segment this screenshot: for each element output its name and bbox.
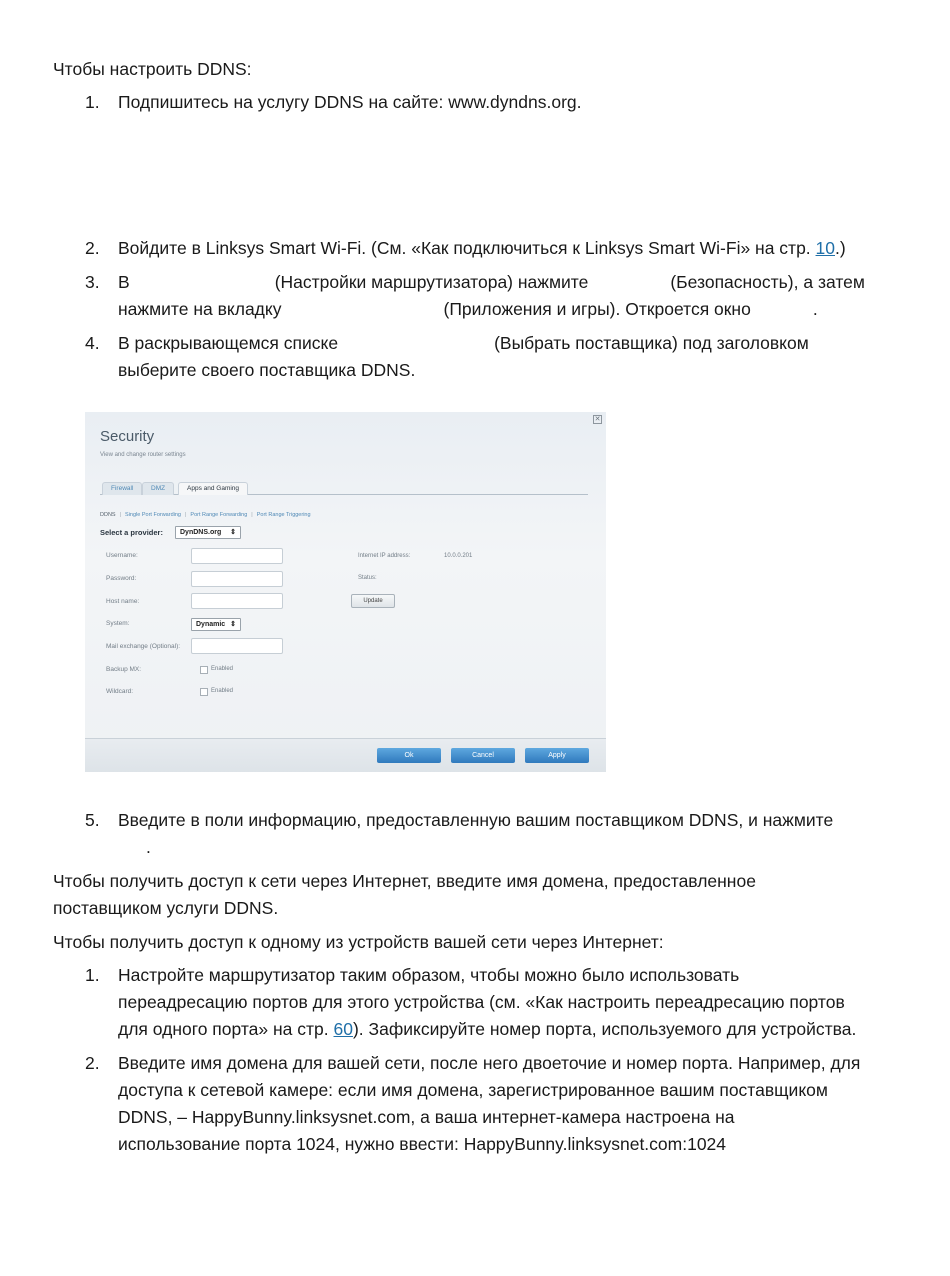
step-3-part: (Настройки маршрутизатора) нажмите [274, 272, 589, 292]
step-4-part: (Выбрать поставщика) под заголовком [494, 333, 809, 353]
device-step-1-part: для одного порта» на стр. [118, 1019, 334, 1039]
step-number: 3. [85, 272, 100, 292]
chevron-updown-icon: ⇕ [230, 621, 236, 628]
step-number: 5. [85, 810, 100, 830]
device-step-1-line-3 [118, 1016, 856, 1043]
internet-ip-label: Internet IP address: [358, 553, 411, 559]
password-field[interactable] [191, 571, 283, 587]
page-link[interactable]: 10 [815, 238, 835, 258]
system-label: System: [106, 620, 130, 627]
step-3-part: . [812, 299, 818, 319]
system-select[interactable] [191, 618, 241, 631]
close-icon[interactable]: ✕ [594, 416, 601, 423]
device-step-1-line-1: Настройте маршрутизатор таким образом, чтобы можно было использовать [118, 965, 740, 985]
provider-select[interactable] [175, 526, 241, 539]
apply-button[interactable]: Apply [525, 748, 589, 763]
device-step-1-part: ). Зафиксируйте номер порта, используемого для устройства. [352, 1019, 857, 1039]
cancel-button[interactable]: Cancel [451, 748, 515, 763]
step-3-line-2 [118, 296, 818, 323]
security-subtitle: View and change router settings [100, 452, 186, 458]
dialog-footer [85, 738, 606, 772]
step-2-text [118, 235, 846, 262]
step-5-line-2: . [146, 837, 151, 857]
step-3-part: нажмите на вкладку [118, 299, 282, 319]
tab-dmz[interactable]: DMZ [142, 482, 174, 495]
step-2-text-part: Войдите в Linksys Smart Wi-Fi. (См. «Как подключиться к Linksys Smart Wi-Fi» на стр. [118, 238, 816, 258]
step-4-line-1 [118, 330, 809, 357]
sublink-ddns[interactable]: DDNS [100, 512, 116, 518]
device-step-2-line-3: DDNS, – HappyBunny.linksysnet.com, а ваша интернет-камера настроена на [118, 1107, 735, 1127]
device-step-2-line-4: использование порта 1024, нужно ввести: HappyBunny.linksysnet.com:1024 [118, 1134, 727, 1154]
wildcard-label: Wildcard: [106, 688, 134, 695]
sublink-single-port-forwarding[interactable]: Single Port Forwarding [125, 512, 181, 518]
access-paragraph-line-2: поставщиком услуги DDNS. [53, 898, 279, 918]
step-1-text: Подпишитесь на услугу DDNS на сайте: www.dyndns.org. [118, 92, 582, 112]
tab-apps-and-gaming[interactable]: Apps and Gaming [178, 482, 248, 495]
provider-value: DynDNS.org [180, 529, 222, 536]
step-4-line-2: выберите своего поставщика DDNS. [118, 360, 416, 380]
update-button[interactable]: Update [351, 594, 395, 608]
wildcard-checkbox[interactable] [200, 688, 208, 696]
step-3-part: В [118, 272, 130, 292]
sublink-port-range-forwarding[interactable]: Port Range Forwarding [190, 512, 248, 518]
step-number: 1. [85, 92, 100, 112]
security-title: Security [100, 428, 155, 445]
provider-label: Select a provider: [100, 528, 163, 537]
step-number: 2. [85, 1053, 100, 1073]
status-label: Status: [358, 575, 377, 581]
step-number: 4. [85, 333, 100, 353]
wildcard-enabled-label: Enabled [211, 688, 234, 694]
chevron-updown-icon: ⇕ [230, 529, 236, 536]
device-intro: Чтобы получить доступ к одному из устройств вашей сети через Интернет: [53, 932, 664, 952]
device-step-2-line-1: Введите имя домена для вашей сети, после него двоеточие и номер порта. Например, для [118, 1053, 861, 1073]
system-value: Dynamic [196, 621, 226, 628]
hostname-field[interactable] [191, 593, 283, 609]
sublink-port-range-triggering[interactable]: Port Range Triggering [256, 512, 311, 518]
device-step-1-line-2: переадресацию портов для этого устройства (см. «Как настроить переадресацию портов [118, 992, 845, 1012]
mail-exchange-label: Mail exchange (Optional): [106, 643, 181, 650]
username-label: Username: [106, 552, 138, 559]
step-5-line-1: Введите в поли информацию, предоставленную вашим поставщиком DDNS, и нажмите [118, 810, 834, 830]
step-4-part: В раскрывающемся списке [118, 333, 339, 353]
backup-mx-checkbox[interactable] [200, 666, 208, 674]
step-3-part: (Приложения и игры). Откроется окно [443, 299, 751, 319]
step-number: 2. [85, 238, 100, 258]
step-2-text-end: .) [835, 238, 846, 258]
internet-ip-value: 10.0.0.201 [444, 553, 473, 559]
device-step-2-line-2: доступа к сетевой камере: если имя домена, зарегистрированное вашим поставщиком [118, 1080, 828, 1100]
intro-heading: Чтобы настроить DDNS: [53, 59, 252, 79]
hostname-label: Host name: [106, 598, 140, 605]
page-link[interactable]: 60 [333, 1019, 353, 1039]
step-3-part: (Безопасность), а затем [670, 272, 865, 292]
username-field[interactable] [191, 548, 283, 564]
tab-firewall[interactable]: Firewall [102, 482, 142, 495]
backup-mx-label: Backup MX: [106, 666, 142, 673]
backup-mx-enabled-label: Enabled [211, 666, 234, 672]
subsection-links: DDNS | Single Port Forwarding | Port Range Forwarding | Port Range Triggering [100, 512, 311, 518]
access-paragraph-line-1: Чтобы получить доступ к сети через Интернет, введите имя домена, предоставленное [53, 871, 756, 891]
ok-button[interactable]: Ok [377, 748, 441, 763]
step-3-line-1 [118, 269, 865, 296]
step-number: 1. [85, 965, 100, 985]
security-screenshot [85, 412, 606, 772]
password-label: Password: [106, 575, 137, 582]
mail-exchange-field[interactable] [191, 638, 283, 654]
tab-bar [100, 482, 588, 495]
